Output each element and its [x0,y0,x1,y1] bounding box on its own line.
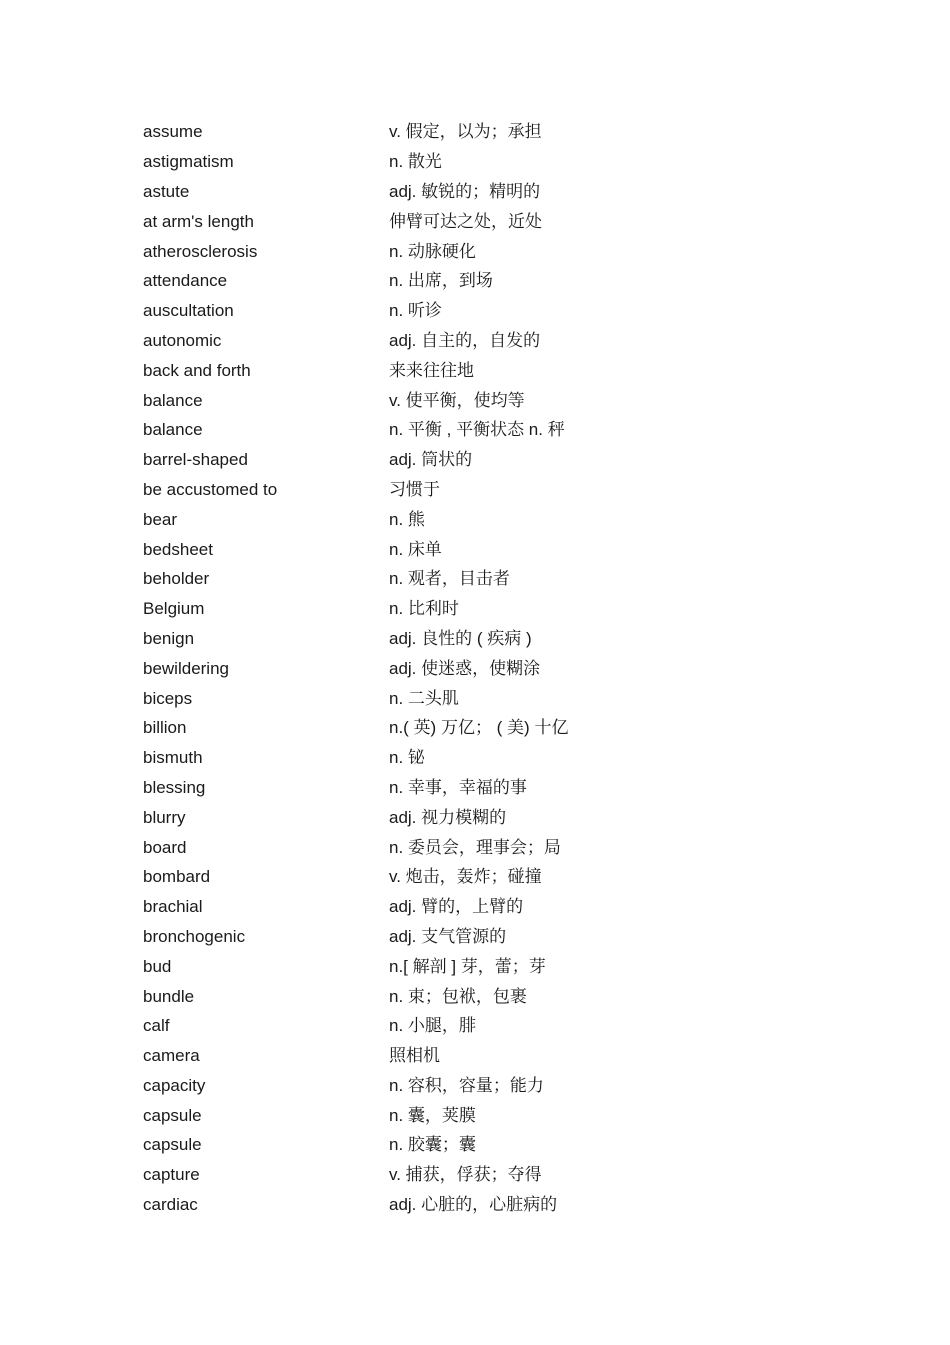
term: capacity [143,1075,206,1095]
definition: n. 观者，目击者 [389,569,510,589]
definition: n. 出席，到场 [389,271,493,291]
glossary-entry [143,773,843,803]
definition: n. 床单 [389,539,442,559]
glossary-entry [143,802,843,832]
glossary-entry [143,594,843,624]
glossary-entry [143,385,843,415]
definition: n. 容积，容量；能力 [389,1075,544,1095]
definition: adj. 支气管源的 [389,926,507,946]
glossary-entry [143,236,843,266]
term: assume [143,122,203,142]
glossary-entry [143,266,843,296]
term: calf [143,1016,170,1036]
glossary-entry [143,147,843,177]
term: bear [143,509,178,529]
glossary-entry [143,1190,843,1220]
term: balance [143,420,203,440]
glossary-list [143,117,843,1219]
definition: n. 束；包袱，包裹 [389,986,527,1006]
glossary-entry [143,534,843,564]
definition: n.[ 解剖 ] 芽，蕾；芽 [389,956,546,976]
term: blessing [143,777,206,797]
definition: n. 比利时 [389,599,459,619]
glossary-entry [143,1071,843,1101]
definition: n. 听诊 [389,301,442,321]
term: astigmatism [143,152,234,172]
glossary-entry [143,475,843,505]
glossary-entry [143,832,843,862]
term: camera [143,1046,200,1066]
definition: adj. 视力模糊的 [389,807,507,827]
glossary-entry [143,296,843,326]
term: capture [143,1165,200,1185]
definition: v. 炮击，轰炸；碰撞 [389,867,542,887]
term: board [143,837,187,857]
definition: n. 铋 [389,748,425,768]
definition: n. 委员会，理事会；局 [389,837,561,857]
glossary-entry [143,743,843,773]
glossary-entry [143,1041,843,1071]
glossary-entry [143,564,843,594]
definition: n. 囊，荚膜 [389,1105,476,1125]
definition: adj. 心脏的，心脏病的 [389,1195,558,1215]
term: biceps [143,688,193,708]
glossary-entry [143,683,843,713]
term: balance [143,390,203,410]
glossary-entry [143,1011,843,1041]
term: bronchogenic [143,926,246,946]
term: bismuth [143,748,203,768]
term: bewildering [143,658,229,678]
glossary-entry [143,206,843,236]
term: capsule [143,1105,202,1125]
definition: v. 假定，以为；承担 [389,122,542,142]
glossary-entry [143,862,843,892]
definition: n. 熊 [389,509,425,529]
definition: adj. 臂的，上臂的 [389,897,524,917]
glossary-entry [143,326,843,356]
glossary-entry [143,951,843,981]
term: Belgium [143,599,205,619]
glossary-entry [143,504,843,534]
term: autonomic [143,330,222,350]
definition: adj. 自主的，自发的 [389,330,541,350]
definition: 习惯于 [389,479,440,499]
term: beholder [143,569,210,589]
glossary-entry [143,1160,843,1190]
definition: n. 动脉硬化 [389,241,476,261]
glossary-entry [143,177,843,207]
term: auscultation [143,301,234,321]
definition: adj. 良性的 ( 疾病 ) [389,628,532,648]
glossary-entry [143,892,843,922]
definition: n. 二头肌 [389,688,459,708]
definition: adj. 筒状的 [389,450,473,470]
term: attendance [143,271,228,291]
term: at arm's length [143,211,254,231]
glossary-entry [143,445,843,475]
glossary-entry [143,1100,843,1130]
glossary-entry [143,355,843,385]
glossary-entry [143,117,843,147]
definition: 照相机 [389,1046,440,1066]
definition: n. 散光 [389,152,442,172]
term: back and forth [143,360,251,380]
term: atherosclerosis [143,241,258,261]
definition: n. 小腿，腓 [389,1016,476,1036]
term: bundle [143,986,195,1006]
term: capsule [143,1135,202,1155]
glossary-entry [143,922,843,952]
definition: n. 胶囊；囊 [389,1135,476,1155]
term: astute [143,181,190,201]
definition: 来来往往地 [389,360,474,380]
definition: n.( 英) 万亿； ( 美) 十亿 [389,718,569,738]
definition: adj. 敏锐的；精明的 [389,181,541,201]
glossary-entry [143,1130,843,1160]
definition: adj. 使迷惑，使糊涂 [389,658,541,678]
definition: n. 幸事，幸福的事 [389,777,527,797]
glossary-entry [143,981,843,1011]
glossary-entry [143,713,843,743]
definition: v. 使平衡，使均等 [389,390,525,410]
term: billion [143,718,187,738]
definition: 伸臂可达之处，近处 [389,211,542,231]
term: be accustomed to [143,479,278,499]
glossary-entry [143,624,843,654]
term: blurry [143,807,186,827]
definition: n. 平衡 , 平衡状态 n. 秤 [389,420,565,440]
glossary-entry [143,415,843,445]
term: bud [143,956,172,976]
term: bedsheet [143,539,213,559]
term: brachial [143,897,203,917]
term: barrel-shaped [143,450,248,470]
definition: v. 捕获，俘获；夺得 [389,1165,542,1185]
term: bombard [143,867,211,887]
term: cardiac [143,1195,198,1215]
glossary-entry [143,653,843,683]
term: benign [143,628,195,648]
